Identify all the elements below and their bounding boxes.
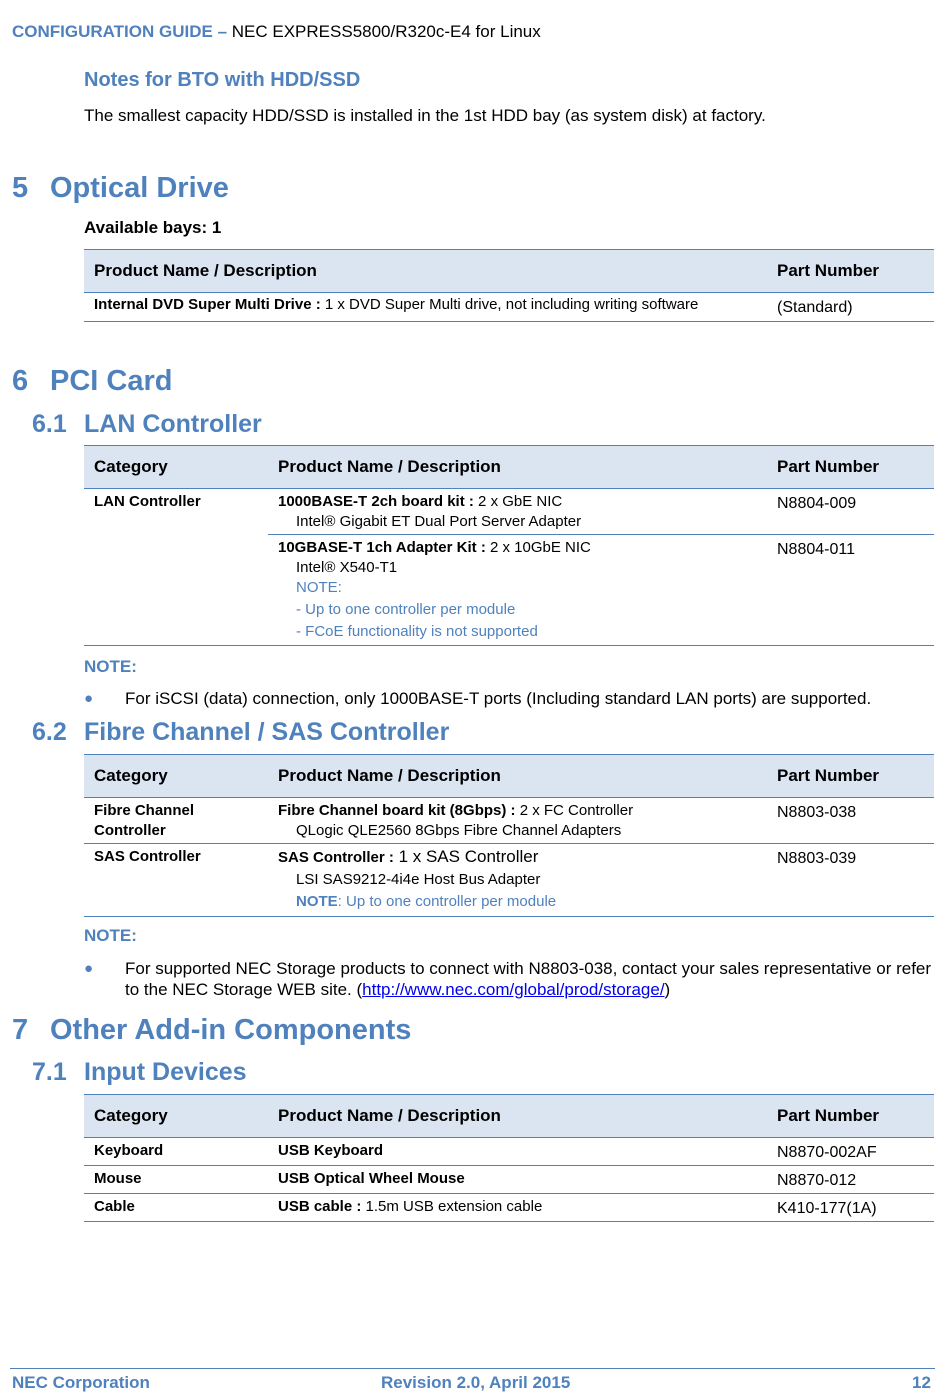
optical-drive-table <box>84 249 934 322</box>
lan-controller-table <box>84 445 934 646</box>
category-cell: Fibre Channel Controller <box>84 798 268 844</box>
section-6-heading <box>12 365 172 398</box>
table-row <box>84 489 934 535</box>
column-header-part: Part Number <box>767 446 934 489</box>
bullet-text-pre: For supported NEC Storage products to connect with N8803-038, contact your sales representative or refer to the NEC Storage WEB site. ( <box>125 959 932 999</box>
note-item: - Up to one controller per module <box>296 601 516 618</box>
part-number: K410-177(1A) <box>767 1194 934 1222</box>
page-header <box>12 22 541 42</box>
product-cell <box>268 1194 767 1222</box>
column-header-product: Product Name / Description <box>84 250 767 293</box>
column-header-product: Product Name / Description <box>268 755 767 798</box>
product-name: USB Keyboard <box>278 1142 384 1159</box>
subsection-6-1-heading <box>32 410 262 439</box>
product-cell <box>268 1138 767 1166</box>
storage-link[interactable]: http://www.nec.com/global/prod/storage/ <box>362 980 665 999</box>
product-sub: Intel® Gigabit ET Dual Port Server Adapter <box>296 513 582 530</box>
product-name: Internal DVD Super Multi Drive : <box>94 296 321 313</box>
product-desc: 1.5m USB extension cable <box>361 1198 543 1215</box>
section-title: Other Add-in Components <box>50 1014 412 1046</box>
subsection-title: Input Devices <box>84 1058 247 1086</box>
note-item: - FCoE functionality is not supported <box>296 623 538 640</box>
bullet-text <box>125 958 940 1000</box>
subsection-title: LAN Controller <box>84 410 262 438</box>
product-sub: QLogic QLE2560 8Gbps Fibre Channel Adapters <box>296 822 622 839</box>
subsection-6-2-heading <box>32 718 449 747</box>
bto-notes-heading: Notes for BTO with HDD/SSD <box>84 69 361 91</box>
product-cell <box>268 489 767 535</box>
table-row <box>84 1166 934 1194</box>
footer-company: NEC Corporation <box>12 1373 150 1392</box>
part-number: (Standard) <box>767 293 934 322</box>
available-bays: Available bays: 1 <box>84 218 222 237</box>
subsection-number: 6.2 <box>32 718 67 746</box>
product-sub: Intel® X540-T1 <box>296 559 398 576</box>
guide-label: CONFIGURATION GUIDE – <box>12 22 228 41</box>
bullet-icon: ● <box>84 690 94 707</box>
column-header-category: Category <box>84 1095 268 1138</box>
note-label: NOTE: <box>84 657 137 676</box>
part-number: N8803-039 <box>767 844 934 917</box>
bullet-text-post: ) <box>664 980 671 999</box>
column-header-product: Product Name / Description <box>268 446 767 489</box>
subsection-number: 6.1 <box>32 410 67 438</box>
subsection-number: 7.1 <box>32 1058 67 1086</box>
part-number: N8803-038 <box>767 798 934 844</box>
section-title: Optical Drive <box>50 172 229 204</box>
category-cell: LAN Controller <box>84 489 268 646</box>
table-row <box>84 1138 934 1166</box>
product-desc: 1 x DVD Super Multi drive, not including writing software <box>320 296 699 313</box>
column-header-category: Category <box>84 446 268 489</box>
table-row <box>84 844 934 917</box>
product-cell <box>268 535 767 646</box>
table-row <box>84 293 934 322</box>
section-number: 5 <box>12 172 29 204</box>
section-7-heading <box>12 1014 411 1047</box>
product-cell <box>268 844 767 917</box>
category-cell: Cable <box>84 1194 268 1222</box>
note-label: NOTE: <box>84 926 137 945</box>
product-name: 1000BASE-T 2ch board kit : <box>278 493 474 510</box>
column-header-part: Part Number <box>767 755 934 798</box>
part-number: N8870-012 <box>767 1166 934 1194</box>
table-row <box>84 798 934 844</box>
product-note <box>278 892 757 912</box>
column-header-part: Part Number <box>767 1095 934 1138</box>
note-text: : Up to one controller per module <box>337 893 557 910</box>
section-5-heading <box>12 172 229 205</box>
product-name: Fibre Channel board kit (8Gbps) : <box>278 802 516 819</box>
product-title: NEC EXPRESS5800/R320c-E4 for Linux <box>231 22 541 41</box>
product-desc: 2 x GbE NIC <box>473 493 563 510</box>
footer-divider <box>10 1368 935 1369</box>
product-desc: 1 x SAS Controller <box>393 847 539 866</box>
product-name: USB cable : <box>278 1198 362 1215</box>
product-desc: 2 x 10GbE NIC <box>485 539 591 556</box>
column-header-product: Product Name / Description <box>268 1095 767 1138</box>
bullet-text: For iSCSI (data) connection, only 1000BASE-T ports (Including standard LAN ports) are supported. <box>125 689 872 708</box>
product-cell <box>268 798 767 844</box>
note-label: NOTE: <box>296 579 342 596</box>
input-devices-table <box>84 1094 934 1222</box>
bullet-icon: ● <box>84 960 94 977</box>
fc-sas-table <box>84 754 934 917</box>
footer-page-number: 12 <box>912 1373 931 1392</box>
part-number: N8870-002AF <box>767 1138 934 1166</box>
subsection-7-1-heading <box>32 1058 247 1087</box>
column-header-category: Category <box>84 755 268 798</box>
section-number: 7 <box>12 1014 29 1046</box>
note-bold: NOTE <box>296 893 338 910</box>
product-name: SAS Controller : <box>278 849 394 866</box>
part-number: N8804-011 <box>767 535 934 646</box>
product-cell <box>268 1166 767 1194</box>
subsection-title: Fibre Channel / SAS Controller <box>84 718 450 746</box>
product-desc: 2 x FC Controller <box>515 802 634 819</box>
section-title: PCI Card <box>50 365 173 397</box>
table-row <box>84 1194 934 1222</box>
bto-notes-text: The smallest capacity HDD/SSD is installed in the 1st HDD bay (as system disk) at factory. <box>84 106 766 125</box>
product-sub: LSI SAS9212-4i4e Host Bus Adapter <box>296 871 541 888</box>
product-name: USB Optical Wheel Mouse <box>278 1170 465 1187</box>
product-cell <box>84 293 767 322</box>
product-name: 10GBASE-T 1ch Adapter Kit : <box>278 539 486 556</box>
part-number: N8804-009 <box>767 489 934 535</box>
section-number: 6 <box>12 365 29 397</box>
category-cell: SAS Controller <box>84 844 268 917</box>
footer-revision: Revision 2.0, April 2015 <box>381 1373 571 1392</box>
category-cell: Keyboard <box>84 1138 268 1166</box>
category-cell: Mouse <box>84 1166 268 1194</box>
column-header-part: Part Number <box>767 250 934 293</box>
